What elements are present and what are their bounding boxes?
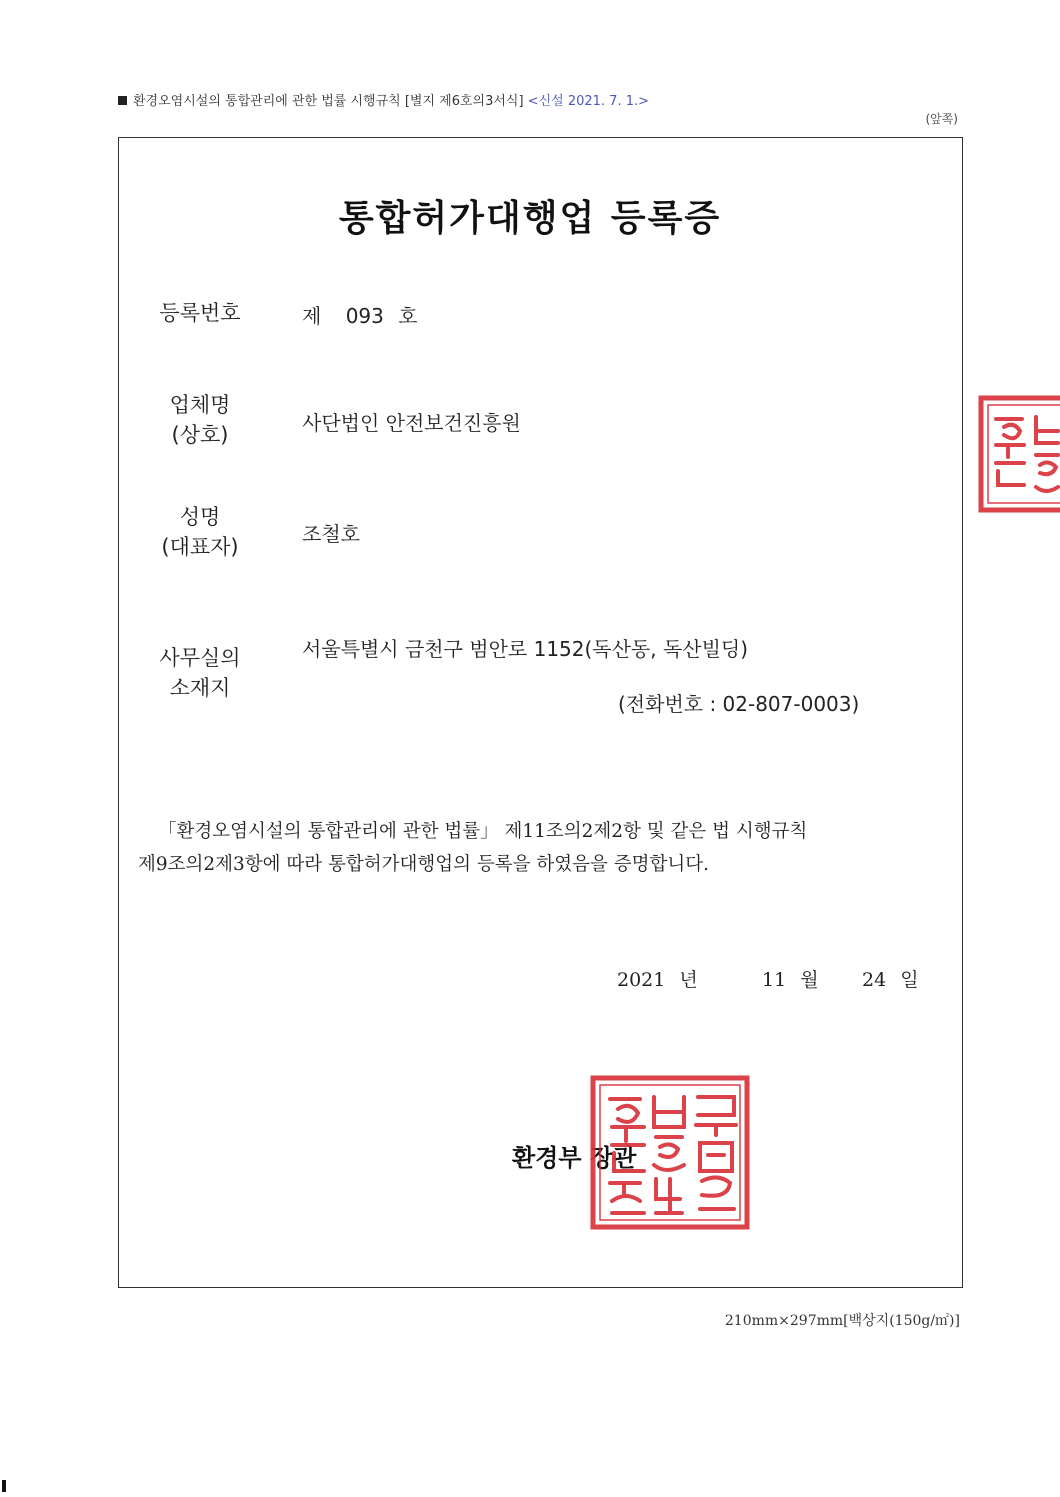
square-bullet-icon [118, 96, 127, 105]
date-month [762, 965, 819, 992]
front-side-label: (앞쪽) [925, 112, 958, 126]
cert-line-1: 「환경오염시설의 통합관리에 관한 법률」 제11조의2제2항 및 같은 법 시행규칙 [158, 821, 808, 842]
rep-label [150, 502, 250, 562]
rep-label-main: 성명 [179, 505, 221, 529]
reg-no-number: 093 [345, 304, 384, 328]
company-label-main: 업체명 [169, 393, 231, 417]
company-label-sub: (상호) [171, 423, 229, 447]
office-address: 서울특별시 금천구 범안로 1152(독산동, 독산빌딩) [302, 637, 749, 661]
office-label-sub: 소재지 [169, 676, 231, 700]
edge-seal-icon [978, 395, 1060, 513]
scan-mark [2, 1480, 6, 1492]
company-label [150, 390, 250, 450]
rep-value: 조철호 [302, 522, 360, 546]
company-value: 사단법인 안전보건진흥원 [302, 411, 521, 435]
reg-no-value [302, 300, 418, 329]
issuer-name: 환경부 장관 [512, 1143, 637, 1172]
new-note: <신설 2021. 7. 1.> [527, 94, 650, 109]
reg-no-label: 등록번호 [159, 301, 241, 325]
date-day-value: 24 [862, 969, 887, 991]
rep-label-sub: (대표자) [161, 535, 239, 559]
office-label-main: 사무실의 [159, 646, 241, 670]
date-month-unit: 월 [800, 969, 819, 991]
office-label [145, 643, 255, 703]
office-phone: (전화번호 : 02-807-0003) [618, 692, 860, 716]
paper-spec: 210mm×297mm[백상지(150g/㎡)] [724, 1313, 960, 1329]
date-year-value: 2021 [617, 969, 666, 991]
cert-line-2: 제9조의2제3항에 따라 통합허가대행업의 등록을 하였음을 증명합니다. [138, 854, 709, 875]
form-ref-text: 환경오염시설의 통합관리에 관한 법률 시행규칙 [별지 제6호의3서식] [133, 94, 524, 109]
certification-text [138, 815, 950, 881]
reg-no-prefix: 제 [302, 304, 322, 328]
official-seal-icon [590, 1075, 750, 1230]
date-year [617, 965, 698, 992]
document-title: 통합허가대행업 등록증 [338, 198, 722, 239]
date-year-unit: 년 [679, 969, 698, 991]
date-day [862, 965, 919, 992]
date-month-value: 11 [762, 969, 787, 991]
reg-no-suffix: 호 [398, 304, 418, 328]
form-reference [118, 90, 649, 109]
date-day-unit: 일 [900, 969, 919, 991]
